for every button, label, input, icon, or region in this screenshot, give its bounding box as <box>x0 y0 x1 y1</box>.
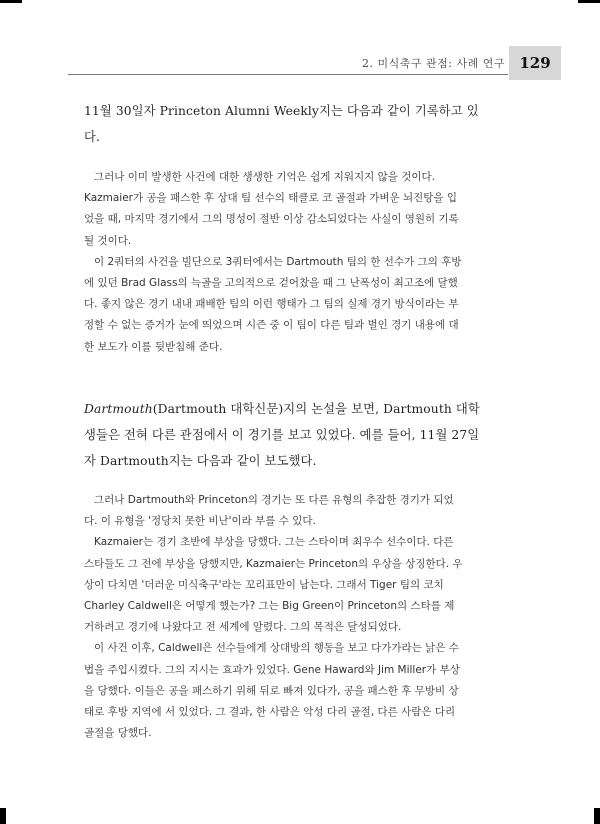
quote-paragraph: 그러나 이미 발생한 사건에 대한 생생한 기억은 쉽게 지워지지 않을 것이다. Kazmaier가 공을 패스한 후 상대 팀 선수의 태클로 코 골절과 가벼운 뇌진탕을 입었을 때, 마지막 경기에서 그의 명성이 절반 이상 감소되었다는 사실이 영원히 기록될 것이다. <box>84 171 459 247</box>
paragraph-text: (Dartmouth 대학신문)지의 논설을 보면, Dartmouth 대학생들은 전혀 다른 관점에서 이 경기를 보고 있었다. 예를 들어, 11월 27일자 Dartmouth지는 다음과 같이 보도했다. <box>84 402 480 468</box>
block-quote-dartmouth <box>84 490 464 744</box>
block-quote-princeton <box>84 167 464 358</box>
paragraph-dartmouth <box>84 396 484 474</box>
quote-paragraph: 이 사건 이후, Caldwell은 선수들에게 상대방의 행동을 보고 다가가라는 낡은 수법을 주입시켰다. 그의 지시는 효과가 있었다. Gene Haward와 Jim Miller가 부상을 당했다. 이들은 공을 패스하기 위해 뒤로 빠져 있다가, 공을 패스한 후 무방비 상태로 후방 지역에 서 있었다. 그 결과, 한 사람은 악성 다리 골절, 다른 사람은 다리 골절을 당했다. <box>84 642 460 740</box>
running-header: 2. 미식축구 관점: 사례 연구 <box>362 57 505 70</box>
quote-paragraph: Kazmaier는 경기 초반에 부상을 당했다. 그는 스타이며 최우수 선수이다. 다른 스타들도 그 전에 부상을 당했지만, Kazmaier는 Princeton의 우상을 상징한다. 우상이 다치면 '더러운 미식축구'라는 꼬리표만이 남는다. 그래서 Tiger 팀의 코치 Charley Caldwell은 어떻게 했는가? 그는 Big Green이 Princeton의 스타를 제거하려고 경기에 나왔다고 전 세계에 알렸다. 그의 목적은 달성되었다. <box>84 536 463 634</box>
corner-mark-bottom-left <box>0 808 6 824</box>
quote-paragraph: 그러나 Dartmouth와 Princeton의 경기는 또 다른 유형의 추잡한 경기가 되었다. 이 유형을 '정당치 못한 비난'이라 부를 수 있다. <box>84 494 454 528</box>
header-rule <box>68 74 508 75</box>
quote-paragraph: 이 2쿼터의 사건을 빌단으로 3쿼터에서는 Dartmouth 팀의 한 선수가 그의 후방에 있던 Brad Glass의 늑골을 고의적으로 걷어찼을 때 그 난폭성이 최고조에 달했다. 좋지 않은 경기 내내 패배한 팀의 이런 행태가 그 팀의 실제 경기 방식이라는 부정할 수 없는 증거가 눈에 띄었으며 시즌 중 이 팀이 다른 팀과 벌인 경기 내용에 대한 보도가 이를 뒷받침해 준다. <box>84 255 462 353</box>
newspaper-name: Dartmouth <box>84 402 153 416</box>
corner-mark-bottom-right <box>594 808 600 824</box>
corner-mark-top-right <box>578 0 600 3</box>
corner-mark-top-left <box>0 0 22 3</box>
paragraph-intro: 11월 30일자 Princeton Alumni Weekly지는 다음과 같이 기록하고 있다. <box>84 104 479 144</box>
page-number: 129 <box>509 46 561 80</box>
